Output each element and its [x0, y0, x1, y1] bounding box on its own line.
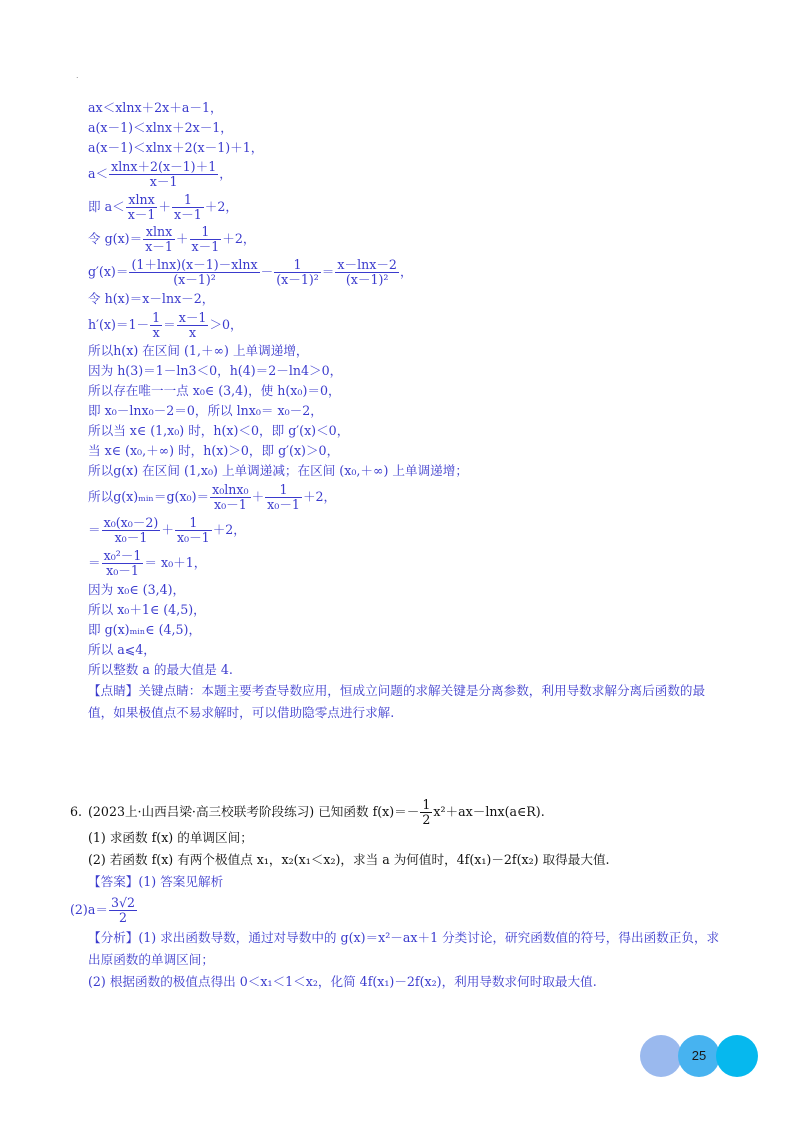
fraction: $\frac{1}{\text{x₀－1}}$	[267, 482, 300, 513]
page-number: 25	[691, 1048, 707, 1063]
fraction: $\frac{1}{x}$	[152, 309, 161, 340]
fraction: $\frac{1}{x-1}$	[174, 191, 202, 222]
solution-line: 所以 x₀＋1∈ (4,5)，	[88, 601, 206, 617]
solution-line: ＝ $\frac{\text{x₀²－1}}{\text{x₀－1}}$ ＝ x₀＋1，	[88, 547, 207, 578]
question-part-2: (2) 若函数 f(x) 有两个极值点 x₁，x₂(x₁＜x₂)，求当 a 为何值时，4f(x₁)－2f(x₂) 取得最大值.	[88, 851, 610, 867]
solution-line: h′(x)＝1－ $\frac{1}{x}$ ＝ $\frac{x-1}{x}$ ＞0，	[88, 309, 243, 340]
fraction: $\frac{1}{\text{x₀－1}}$	[176, 515, 210, 545]
fraction: $\frac{x-1}{x}$	[178, 309, 207, 340]
solution-line: ＝ $\frac{\text{x₀(x₀－2)}}{\text{x₀－1}}$ ＋ $\frac{1}{\text{x₀－1}}$ ＋2，	[88, 515, 246, 545]
answer-line: (2)a＝ $\frac{3√2}{2}$	[70, 894, 136, 925]
solution-line: ax＜xlnx＋2x＋a－1，	[88, 100, 223, 115]
fraction: $\frac{1}{\text{(x－1)²}}$	[276, 257, 319, 287]
solution-line: 所以 a⩽4，	[88, 641, 156, 657]
page-badge-circle	[716, 1035, 758, 1077]
solution-line: g′(x)＝ $\frac{(1+\ln x)(x-1)-xlnx}{\text{(x－1)²}}$ － $\frac{1}{\text{(x－1)²}}$ ＝ $\frac{x-\ln x-2}{\text{(x－1)²}}$ ，	[88, 257, 413, 287]
analysis-paragraph: (2) 根据函数的极值点得出 0＜x₁＜1＜x₂，化简 4f(x₁)－2f(x₂)，利用导数求何时取最大值.	[88, 974, 597, 990]
solution-line: 所以g(x) 在区间 (1,x₀) 上单调递减；在区间 (x₀,＋∞) 上单调递增；	[88, 463, 468, 479]
page-mark: .	[76, 70, 79, 80]
fraction: $\frac{\text{x₀²－1}}{\text{x₀－1}}$	[103, 547, 142, 578]
remark-paragraph: 【点睛】关键点睛：本题主要考查导数应用，恒成立问题的求解关键是分离参数，利用导数求解分离后函数的最值，如果极值点不易求解时，可以借助隐零点进行求解.	[88, 682, 706, 720]
fraction: $\frac{xlnx+2(x-1)+1}{x-1}$	[111, 159, 217, 189]
page-badge-circle	[640, 1035, 682, 1077]
solution-line: 即 x₀－lnx₀－2＝0，所以 lnx₀＝ x₀－2，	[88, 403, 323, 419]
solution-line: 即 a＜ $\frac{xlnx}{x-1}$ ＋ $\frac{1}{x-1}$ ＋2，	[88, 191, 238, 222]
solution-line: a＜ $\frac{xlnx+2(x-1)+1}{x-1}$ ，	[88, 159, 232, 189]
analysis-paragraph: 【分析】(1) 求出函数导数，通过对导数中的 g(x)＝x²－ax＋1 分类讨论，研究函数值的符号，得出函数正负，求出原函数的单调区间；	[88, 930, 720, 968]
fraction: $\frac{(1+\ln x)(x-1)-xlnx}{\text{(x－1)²}}$	[131, 257, 258, 287]
solution-block	[88, 98, 728, 724]
fraction: $\frac{\text{x₀(x₀－2)}}{\text{x₀－1}}$	[103, 515, 159, 545]
fraction: $\frac{xlnx}{x-1}$	[145, 224, 173, 255]
solution-line: a(x－1)＜xlnx＋2(x－1)＋1，	[88, 140, 264, 155]
fraction: $\frac{1}{2}$	[422, 797, 431, 827]
solution-line: 因为 x₀∈ (3,4)，	[88, 581, 186, 597]
fraction: $\frac{3√2}{2}$	[110, 894, 136, 925]
solution-line: 所以g(x)ₘᵢₙ＝g(x₀)＝ $\frac{\text{x₀lnx₀}}{\text{x₀－1}}$ ＋ $\frac{1}{\text{x₀－1}}$ ＋2，	[88, 482, 337, 513]
fraction: $\frac{\text{x₀lnx₀}}{\text{x₀－1}}$	[212, 482, 249, 513]
fraction: $\frac{1}{x-1}$	[191, 224, 220, 255]
solution-line: 因为 h(3)＝1－ln3＜0，h(4)＝2－ln4＞0，	[88, 363, 343, 379]
question-number: 6.	[70, 804, 83, 820]
question-part-1: (1) 求函数 f(x) 的单调区间；	[88, 829, 253, 845]
solution-line: a(x－1)＜xlnx＋2x－1，	[88, 120, 233, 135]
question-stem: 6. (2023上·山西吕梁·高三校联考阶段练习) 已知函数 f(x)＝－ $\frac{1}{2}$ x²＋ax－lnx(a∈R).	[70, 797, 545, 827]
solution-line: 所以当 x∈ (1,x₀) 时，h(x)＜0，即 g′(x)＜0，	[88, 423, 350, 439]
solution-line: 令 g(x)＝ $\frac{xlnx}{x-1}$ ＋ $\frac{1}{x-1}$ ＋2，	[88, 224, 256, 255]
question-block	[70, 798, 730, 993]
solution-line: 所以存在唯一一点 x₀∈ (3,4)，使 h(x₀)＝0，	[88, 383, 341, 399]
solution-line: 所以整数 a 的最大值是 4.	[88, 661, 233, 677]
fraction: $\frac{xlnx}{x-1}$	[127, 191, 156, 222]
fraction: $\frac{x-\ln x-2}{\text{(x－1)²}}$	[337, 257, 397, 287]
solution-line: 即 g(x)ₘᵢₙ∈ (4,5)，	[88, 621, 202, 637]
answer-line: 【答案】(1) 答案见解析	[88, 873, 224, 889]
solution-line: 所以h(x) 在区间 (1,＋∞) 上单调递增，	[88, 343, 309, 359]
solution-line: 当 x∈ (x₀,＋∞) 时，h(x)＞0，即 g′(x)＞0，	[88, 443, 340, 459]
solution-line: 令 h(x)＝x－lnx－2，	[88, 290, 215, 306]
